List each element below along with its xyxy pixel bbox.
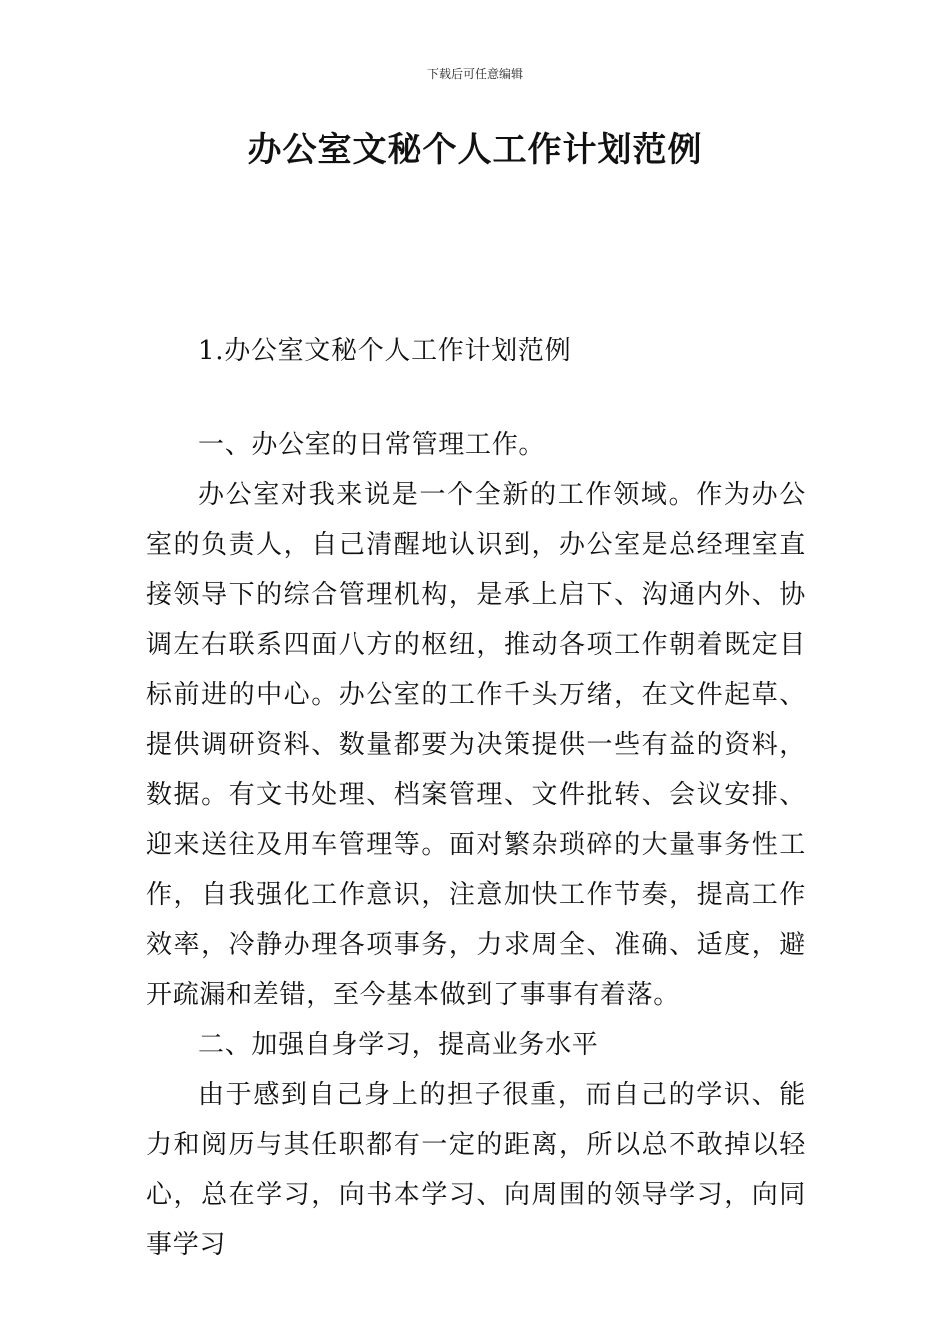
document-title: 办公室文秘个人工作计划范例 (247, 130, 703, 170)
document-body (146, 420, 806, 1270)
section-heading: 1.办公室文秘个人工作计划范例 (198, 336, 572, 366)
header-note: 下载后可任意编辑 (426, 67, 523, 81)
paragraph-2: 由于感到自己身上的担子很重，而自己的学识、能力和阅历与其任职都有一定的距离，所以总不敢掉以轻心，总在学习，向书本学习、向周围的领导学习，向同事学习 (146, 1080, 806, 1260)
paragraph-1: 办公室对我来说是一个全新的工作领域。作为办公室的负责人，自己清醒地认识到，办公室是总经理室直接领导下的综合管理机构，是承上启下、沟通内外、协调左右联系四面八方的枢纽，推动各项工作朝着既定目标前进的中心。办公室的工作千头万绪，在文件起草、提供调研资料、数量都要为决策提供一些有益的资料，数据。有文书处理、档案管理、文件批转、会议安排、迎来送往及用车管理等。面对繁杂琐碎的大量事务性工作，自我强化工作意识，注意加快工作节奏，提高工作效率，冷静办理各项事务，力求周全、准确、适度，避开疏漏和差错，至今基本做到了事事有着落。 (146, 480, 806, 1010)
paragraph-heading-1: 一、办公室的日常管理工作。 (198, 430, 546, 460)
paragraph-heading-2: 二、加强自身学习，提高业务水平 (198, 1030, 599, 1060)
